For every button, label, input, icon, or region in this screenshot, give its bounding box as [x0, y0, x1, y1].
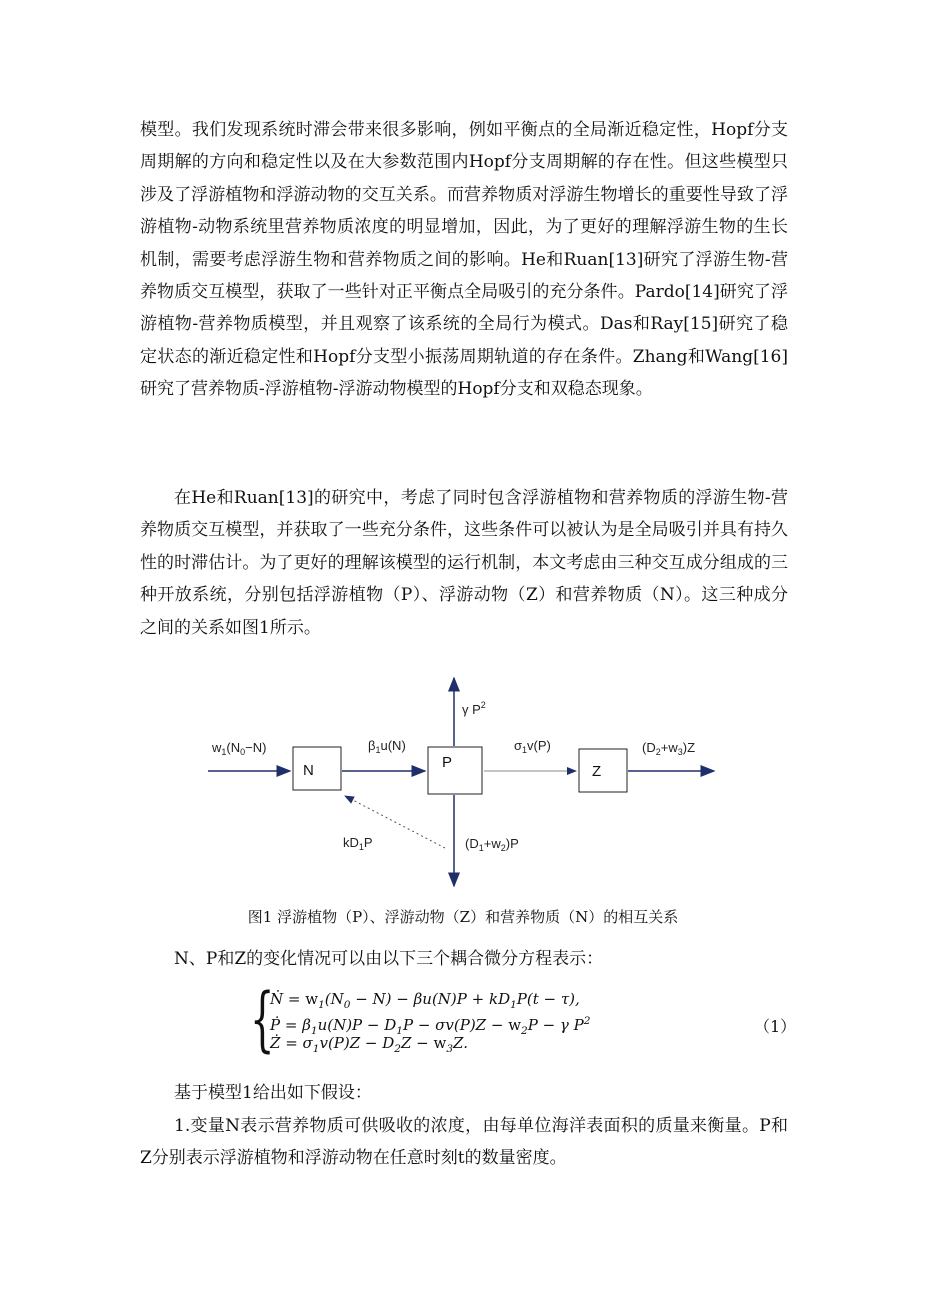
box-n-label: N	[303, 762, 314, 779]
arrow-recycling	[345, 796, 445, 848]
equation-p: Ṗ = $\beta_1u(N)P - D_1P - \sigma v(P)Z - w_2P - \gamma$ $P^2$	[270, 1015, 591, 1037]
box-p-label: P	[442, 754, 453, 771]
equation-n: Ṅ = $w_1(N_0 - N) - \beta u(N)P + kD_1P(t - \tau)$,	[270, 990, 580, 1011]
equation-z: Ż = $\sigma_1v(P)Z - D_2Z - w_3Z$.	[270, 1034, 468, 1055]
equation-number: （1）	[754, 1017, 797, 1036]
label-inflow: $w_1(N_0-N)$	[212, 740, 267, 757]
label-uptake: $\beta_1u(N)$	[368, 738, 406, 755]
equation-system	[250, 978, 670, 1060]
label-p-loss: $(D_1+w_2)P$	[465, 836, 519, 853]
assumption-intro: 基于模型1给出如下假设：	[174, 1083, 372, 1103]
label-recycling: $kD_1P$	[343, 835, 373, 852]
paragraph-intro: 模型。我们发现系统时滞会带来很多影响，例如平衡点的全局渐近稳定性，Hopf分支周期解的方向和稳定性以及在大参数范围内Hopf分支周期解的存在性。但这些模型只涉及了浮游植物和浮游动物的交互关系。而营养物质对浮游生物增长的重要性导致了浮游植物-动物系统里营养物质浓度的明显增加，因此，为了更好的理解浮游生物的生长机制，需要考虑浮游生物和营养物质之间的影响。He和Ruan[13]研究了浮游生物-营养物质交互模型，获取了一些针对正平衡点全局吸引的充分条件。Pardo[14]研究了浮游植物-营养物质模型，并且观察了该系统的全局行为模式。Das和Ray[15]研究了稳定状态的渐近稳定性和Hopf分支型小振荡周期轨道的存在条件。Zhang和Wang[16]研究了营养物质-浮游植物-浮游动物模型的Hopf分支和双稳态现象。	[140, 120, 788, 400]
box-z	[579, 749, 627, 792]
equation-intro: N、P和Z的变化情况可以由以下三个耦合微分方程表示：	[174, 949, 604, 969]
box-z-label: Z	[592, 763, 602, 780]
box-n	[293, 747, 341, 790]
assumption-1: 1.变量N表示营养物质可供吸收的浓度，由每单位海洋表面积的质量来衡量。P和Z分别表示浮游植物和浮游动物在任意时刻t的数量密度。	[140, 1116, 788, 1169]
label-z-loss: $(D_2+w_3)Z$	[642, 740, 696, 757]
equation-brace: {	[250, 978, 275, 1060]
figure-caption: 图1 浮游植物（P）、浮游动物（Z）和营养物质（N）的相互关系	[247, 908, 679, 926]
interaction-diagram	[190, 670, 730, 900]
paragraph-model-description: 在He和Ruan[13]的研究中，考虑了同时包含浮游植物和营养物质的浮游生物-营养物质交互模型，并获取了一些充分条件，这些条件可以被认为是全局吸引并具有持久性的时滞估计。为了更好的理解该模型的运行机制，本文考虑由三种交互成分组成的三种开放系统，分别包括浮游植物（P）、浮游动物（Z）和营养物质（N）。这三种成分之间的关系如图1所示。	[140, 488, 788, 638]
label-gamma: γ $P^2$	[462, 700, 486, 717]
box-p	[428, 747, 482, 794]
label-grazing: $\sigma_1v(P)$	[514, 738, 551, 755]
